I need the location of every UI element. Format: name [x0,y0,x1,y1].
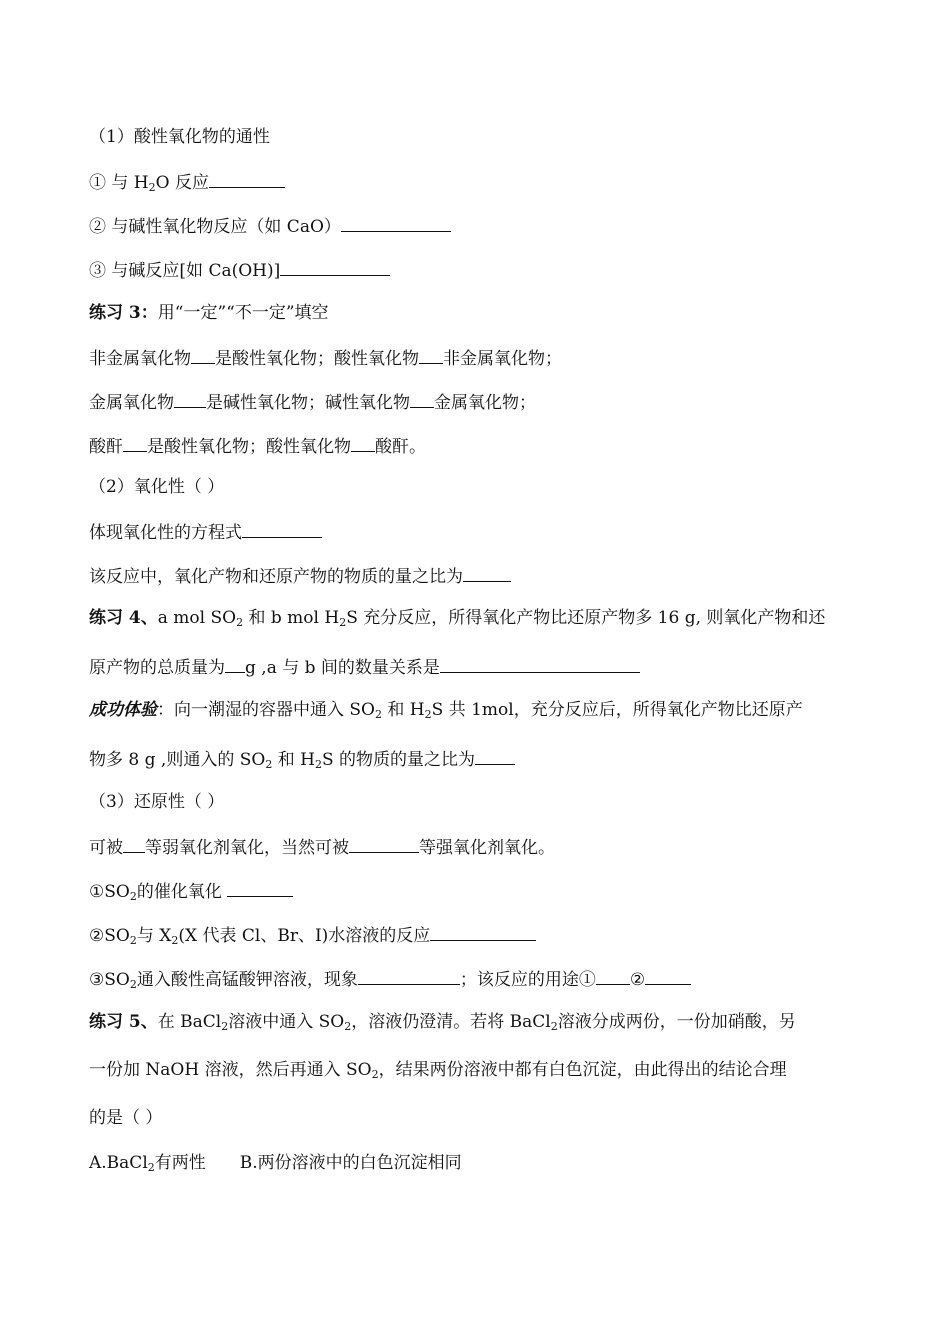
answer-blank[interactable] [174,390,206,408]
option-b[interactable]: B.两份溶液中的白色沉淀相同 [239,1153,462,1173]
section3-item1: $①SO_2$的催化氧化 [89,879,293,903]
exercise5-line2: 一份加 NaOH 溶液，然后再通入 $SO_2$，结果两份溶液中都有白色沉淀，由此得出的结论合理 [89,1060,787,1081]
section3-reducer-line: 可被 等弱氧化剂氧化，当然可被 等强氧化剂氧化。 [89,835,555,859]
success-line1: 成功体验：向一潮湿的容器中通入 $SO_2$ 和 $H_2S$ 共 1mol，充分反应后，所得氧化产物比还原产 [89,700,803,721]
success-line2: 物多 8 g ,则通入的 $SO_2$ 和 $H_2S$ 的物质的量之比为 [89,747,515,771]
answer-blank[interactable] [123,835,145,853]
section1-item1: ① 与 $H_2O$ 反应 [89,170,285,194]
answer-blank[interactable] [351,434,375,452]
section1-item2: ② 与碱性氧化物反应（如 CaO） [89,214,451,238]
exercise3-title: 练习 3：用“一定”“不一定”填空 [89,303,329,323]
answer-blank[interactable] [358,967,460,985]
section2-ratio: 该反应中，氧化产物和还原产物的物质的量之比为 [89,564,511,588]
section2-equation: 体现氧化性的方程式 [89,520,322,544]
section1-heading: （1）酸性氧化物的通性 [89,127,270,147]
section3-item3: $③SO_2$通入酸性高锰酸钾溶液，现象 ；该反应的用途① ② [89,967,691,991]
answer-blank[interactable] [191,346,215,364]
answer-blank[interactable] [349,835,419,853]
exercise4-line1: 练习 4、a mol $SO_2$ 和 b mol $H_2S$ 充分反应，所得氧化产物比还原产物多 16 g, 则氧化产物和还 [89,608,826,629]
exercise3-line3: 酸酐 是酸性氧化物；酸性氧化物 酸酐。 [89,434,426,458]
answer-blank[interactable] [225,655,245,673]
answer-blank[interactable] [341,214,451,232]
section3-item2: $②SO_2$与 $X_2(X$ 代表 Cl、Br、I)水溶液的反应 [89,923,536,947]
section2-heading: （2）氧化性（ ） [89,477,225,497]
option-a[interactable]: A.BaCl$_2$有两性 [89,1153,206,1174]
answer-blank[interactable] [410,390,434,408]
answer-blank[interactable] [242,520,322,538]
answer-blank[interactable] [645,967,691,985]
answer-blank[interactable] [419,346,443,364]
exercise3-line1: 非金属氧化物 是酸性氧化物；酸性氧化物 非金属氧化物； [89,346,562,370]
answer-blank[interactable] [463,564,511,582]
answer-blank[interactable] [123,434,147,452]
exercise5-options [89,1152,462,1174]
answer-blank[interactable] [280,258,390,276]
answer-blank[interactable] [440,655,640,673]
exercise5-line3: 的是（ ） [89,1108,163,1128]
answer-blank[interactable] [430,923,536,941]
answer-blank[interactable] [475,747,515,765]
section1-item3: ③ 与碱反应[如 Ca(OH)] [89,258,390,282]
answer-blank[interactable] [596,967,630,985]
exercise3-line2: 金属氧化物 是碱性氧化物；碱性氧化物 金属氧化物； [89,390,536,414]
answer-blank[interactable] [209,170,285,188]
section3-heading: （3）还原性（ ） [89,792,225,812]
exercise5-line1: 练习 5、在 BaCl$_2$溶液中通入 $SO_2$，溶液仍澄清。若将 BaCl$_2$溶液分成两份，一份加硝酸，另 [89,1012,796,1033]
answer-blank[interactable] [227,879,293,897]
exercise4-line2: 原产物的总质量为 g ,a 与 b 间的数量关系是 [89,655,640,679]
